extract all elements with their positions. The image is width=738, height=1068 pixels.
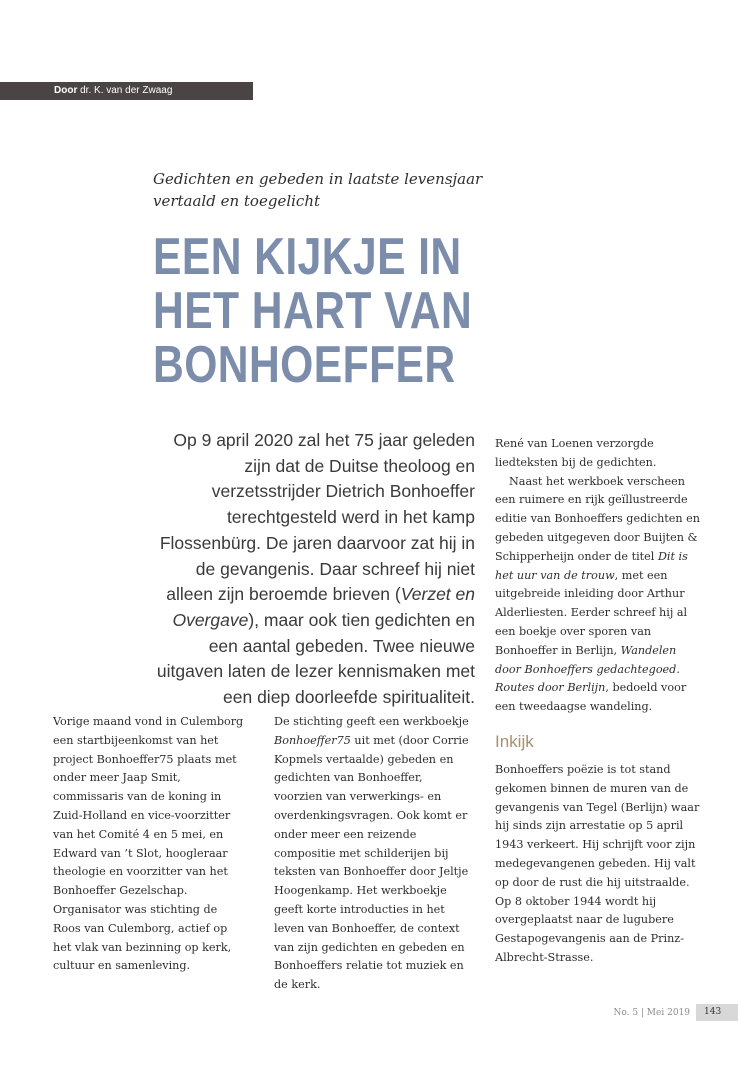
article-subtitle [153, 168, 493, 212]
subtitle-line-1: Gedichten en gebeden in laatste levensjaar [153, 170, 483, 188]
intro-text-2: ), maar ook tien gedichten en een aantal gebeden. Twee nieuwe uitgaven laten de lezer kennismaken met een diep doorleefde spiritualiteit. [156, 609, 475, 708]
body-text: , bedoeld voor een tweedaagse wandeling. [495, 681, 687, 714]
body-paragraph: Vorige maand vond in Culemborg een startbijeenkomst van het project Bonhoeffer75 plaats met onder meer Jaap Smit, commissaris van de koning in Zuid-Holland en vice-voorzitter van het Comité 4 en 5 mei, en Edward van ’t Slot, hoogleraar theologie en voorzitter van het Bonhoeffer Gezelschap. Organisator was stichting de Roos van Culemborg, actief op het vlak van bezinning op kerk, cultuur en samenleving. [53, 715, 244, 973]
body-text: , met een uitgebreide inleiding door Arthur Alderliesten. Eerder schreef hij al een boekje over sporen van Bonhoeffer in Berlijn, [495, 568, 688, 657]
title-line-3: BONHOEFFER [153, 336, 456, 394]
column-middle [274, 713, 470, 995]
page-number: 143 [696, 1004, 738, 1021]
byline-author: dr. K. van der Zwaag [80, 85, 173, 96]
page-footer [613, 1004, 738, 1021]
issue-info: No. 5 | Mei 2019 [613, 1007, 690, 1018]
intro-book-title: Verzet en Overgave [172, 584, 475, 630]
intro-text-1: Op 9 april 2020 zal het 75 jaar geleden zijn dat de Duitse theoloog en verzetsstrijder Dietrich Bonhoeffer terechtgesteld werd in het kamp Flossenbürg. De jaren daarvoor zat hij in de gevangenis. Daar schreef hij niet alleen zijn beroemde brieven ( [159, 430, 475, 605]
byline-bar [0, 82, 253, 100]
byline-prefix: Door [54, 85, 78, 96]
body-paragraph [274, 713, 470, 995]
column-right [495, 435, 700, 968]
book-title: Dit is het uur van de trouw [495, 549, 688, 582]
body-paragraph [495, 473, 700, 717]
body-text: Naast het werkboek verscheen een ruimere en rijk geïllustreerde editie van Bonhoeffers gedichten en gebeden uitgegeven door Buijten & Schipperheijn onder de titel [495, 474, 700, 563]
body-paragraph: René van Loenen verzorgde liedteksten bij de gedichten. [495, 437, 657, 469]
intro-paragraph [150, 428, 475, 711]
book-title: Bonhoeffer75 [274, 733, 351, 747]
body-text: uit met (door Corrie Kopmels vertaalde) gebeden en gedichten van Bonhoeffer, voorzien van verwerkings- en overdenkingsvragen. Ook komt er onder meer een reizende compositie met schilderijen bij teksten van Bonhoeffer door Jeltje Hoogenkamp. Het werkboekje geeft korte introducties in het leven van Bonhoeffer, de context van zijn gedichten en gebeden en Bonhoeffers relatie tot muziek en de kerk. [274, 733, 469, 992]
body-paragraph: Bonhoeffers poëzie is tot stand gekomen binnen de muren van de gevangenis van Tegel (Berlijn) waar hij sinds zijn arrestatie op 5 april 1943 verkeert. Hij schrijft voor zijn medegevangenen gebeden. Hij valt op door de rust die hij uitstraalde. Op 8 oktober 1944 wordt hij overgeplaatst naar de lugubere Gestapogevangenis aan de Prinz-Albrecht-Strasse. [495, 762, 700, 964]
book-title: Wandelen door Bonhoeffers gedachtegoed. Routes door Berlijn [495, 643, 680, 695]
subtitle-line-2: vertaald en toegelicht [153, 192, 321, 210]
title-line-2: HET HART VAN [153, 282, 473, 340]
article-title [153, 230, 553, 392]
section-heading: Inkijk [495, 731, 534, 751]
title-line-1: EEN KIJKJE IN [153, 228, 462, 286]
body-text: De stichting geeft een werkboekje [274, 715, 469, 728]
column-left [53, 713, 248, 976]
